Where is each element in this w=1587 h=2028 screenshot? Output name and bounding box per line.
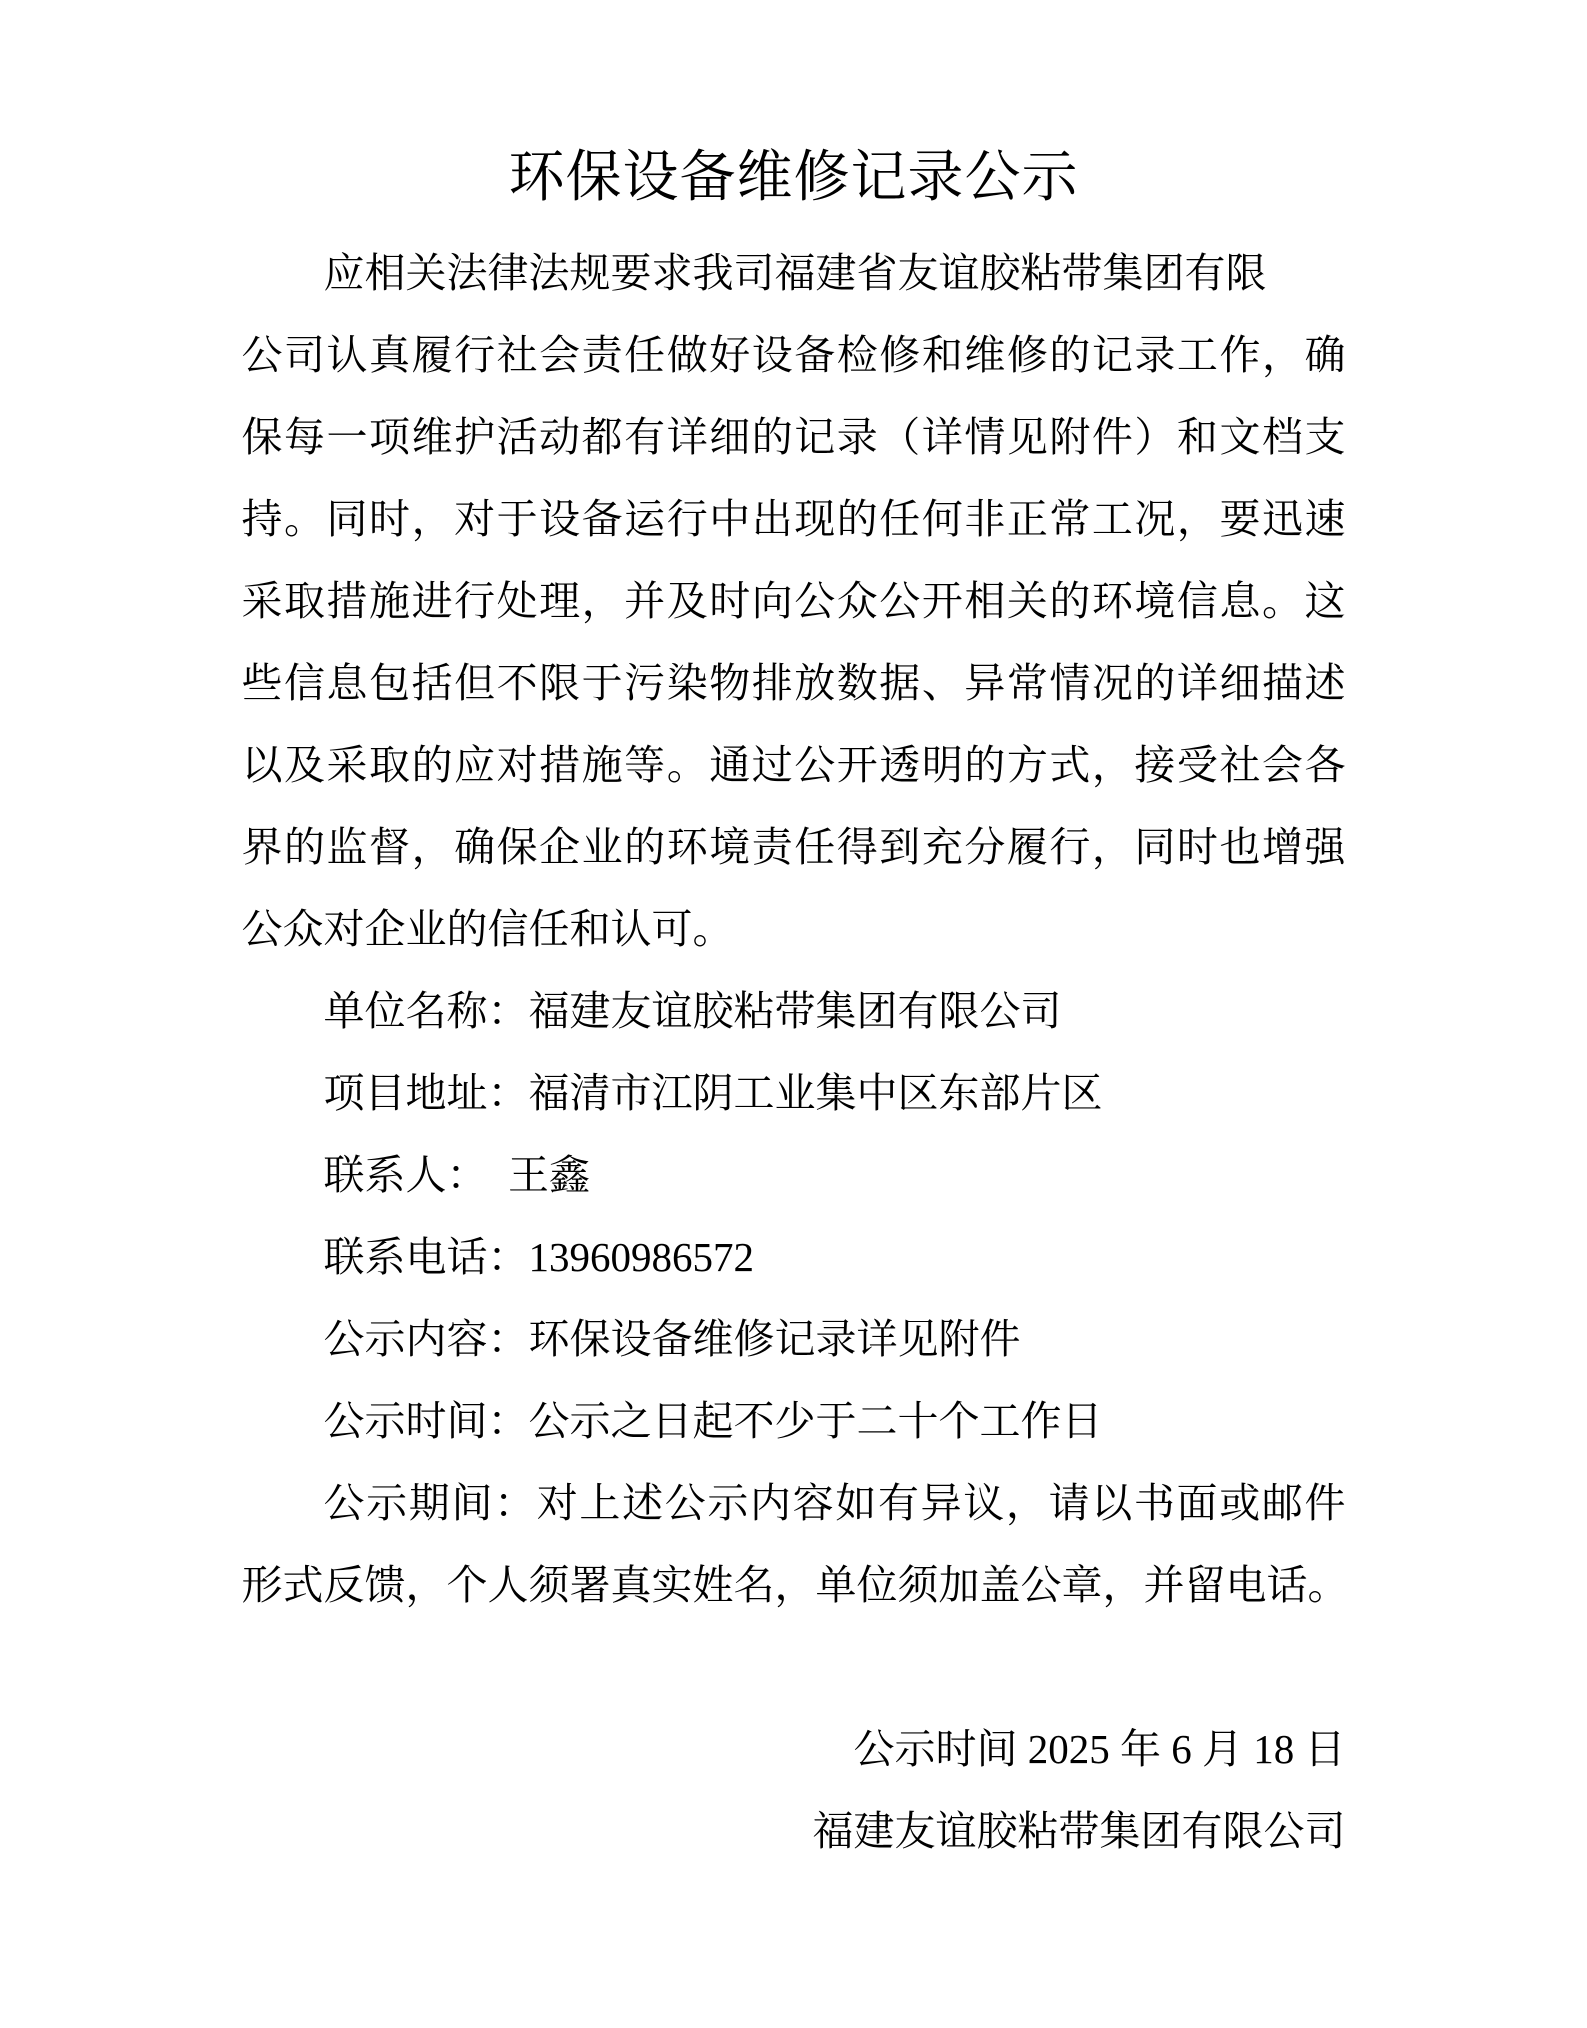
contact-person-line: 联系人： 王鑫 (323, 1152, 590, 1198)
paragraph-line: 以及采取的应对措施等。通过公开透明的方式，接受社会各 (241, 742, 1346, 788)
notice-content-line: 公示内容：环保设备维修记录详见附件 (323, 1316, 1021, 1362)
publish-date-line: 公示时间 2025 年 6 月 18 日 (853, 1726, 1346, 1772)
unit-name-line: 单位名称：福建友谊胶粘带集团有限公司 (323, 988, 1062, 1034)
notice-period-line-2: 形式反馈，个人须署真实姓名，单位须加盖公章，并留电话。 (241, 1562, 1349, 1608)
company-signature-line: 福建友谊胶粘带集团有限公司 (812, 1808, 1346, 1854)
project-address-line: 项目地址：福清市江阴工业集中区东部片区 (323, 1070, 1103, 1116)
notice-period-line-1: 公示期间：对上述公示内容如有异议，请以书面或邮件 (323, 1480, 1346, 1526)
paragraph-line: 保每一项维护活动都有详细的记录（详情见附件）和文档支 (241, 414, 1346, 460)
notice-duration-line: 公示时间：公示之日起不少于二十个工作日 (323, 1398, 1103, 1444)
paragraph-line: 些信息包括但不限于污染物排放数据、异常情况的详细描述 (241, 660, 1346, 706)
paragraph-line: 采取措施进行处理，并及时向公众公开相关的环境信息。这 (241, 578, 1346, 624)
paragraph-line: 持。同时，对于设备运行中出现的任何非正常工况，要迅速 (241, 496, 1346, 542)
document-content (241, 0, 1349, 1872)
paragraph-line: 应相关法律法规要求我司福建省友谊胶粘带集团有限 (323, 250, 1267, 296)
paragraph-line: 公众对企业的信任和认可。 (241, 906, 734, 952)
paragraph-line: 公司认真履行社会责任做好设备检修和维修的记录工作，确 (241, 332, 1346, 378)
contact-phone-line: 联系电话：13960986572 (323, 1234, 754, 1280)
notice-title: 环保设备维修记录公示 (508, 147, 1079, 209)
paragraph-line: 界的监督，确保企业的环境责任得到充分履行，同时也增强 (241, 824, 1346, 870)
blank-line (242, 1626, 1346, 1708)
